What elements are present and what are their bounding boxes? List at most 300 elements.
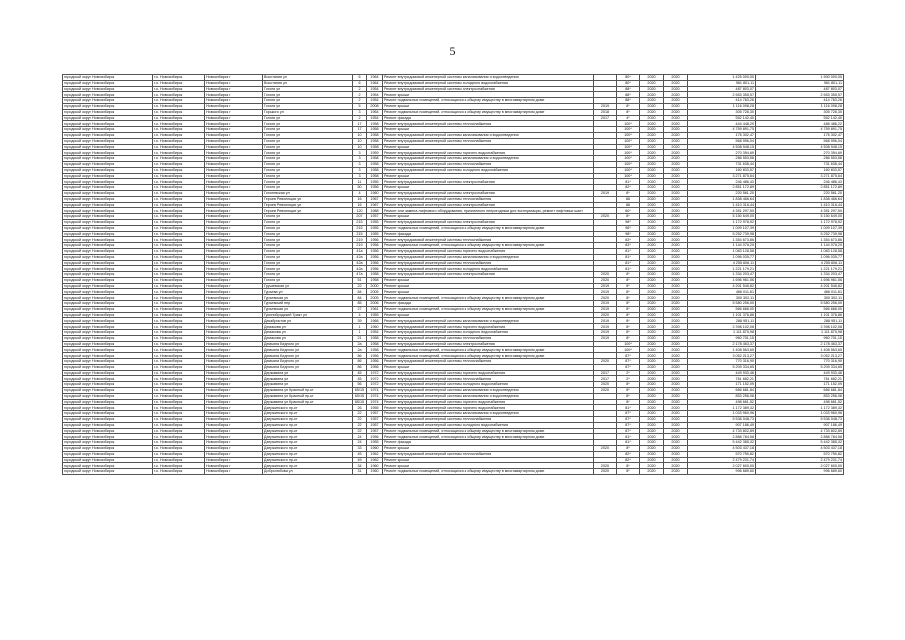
cell-work-type: Ремонт крыши (383, 312, 594, 318)
cell-house-number: 207 (353, 214, 367, 220)
cell-street: Гоголя ул (263, 138, 353, 144)
cell-cost-estimate: 666 681,84 (688, 388, 756, 394)
cell-street: Восстания ул (263, 80, 353, 86)
cell-district: г.о. Новосибирск (153, 208, 205, 214)
cell-plan-start-year: 2020 (640, 376, 664, 382)
cell-municipality: городской округ Новосибирск (63, 98, 153, 104)
cell-plan-start-year: 2020 (640, 399, 664, 405)
cell-plan-end-year: 2020 (664, 318, 688, 324)
cell-settlement: Новосибирск г (205, 428, 263, 434)
cell-wear-percent: 8* (617, 446, 640, 452)
cell-build-year: 2008 (367, 103, 383, 109)
cell-municipality: городской округ Новосибирск (63, 260, 153, 266)
cell-municipality: городской округ Новосибирск (63, 417, 153, 423)
cell-settlement: Новосибирск г (205, 289, 263, 295)
cell-plan-end-year: 2020 (664, 347, 688, 353)
cell-cost-estimate: 5 150 649,00 (688, 214, 756, 220)
cell-settlement: Новосибирск г (205, 422, 263, 428)
cell-plan-end-year: 2020 (664, 202, 688, 208)
cell-street: Демьяна Бедного ул (263, 341, 353, 347)
cell-municipality: городской округ Новосибирск (63, 347, 153, 353)
cell-work-type: Ремонт крыши (383, 364, 594, 370)
cell-district: г.о. Новосибирск (153, 335, 205, 341)
cell-house-number: 6 (353, 80, 367, 86)
cell-work-type: Ремонт крыши (383, 127, 594, 133)
cell-settlement: Новосибирск г (205, 231, 263, 237)
cell-wear-percent: 83* (617, 243, 640, 249)
cell-settlement: Новосибирск г (205, 254, 263, 260)
cell-build-year: 1956 (367, 248, 383, 254)
cell-plan-end-year: 2020 (664, 167, 688, 173)
cell-plan-end-year: 2020 (664, 103, 688, 109)
cell-municipality: городской округ Новосибирск (63, 312, 153, 318)
cell-work-type: Ремонт фасада (383, 115, 594, 121)
cell-house-number: 84 (353, 295, 367, 301)
cell-cost-total: 570 759,82 (756, 451, 844, 457)
cell-settlement: Новосибирск г (205, 434, 263, 440)
cell-cost-estimate: 907 186,49 (688, 422, 756, 428)
cell-wear-percent: 100* (617, 150, 640, 156)
cell-street: Гурьевская ул (263, 306, 353, 312)
cell-cost-estimate: 761 682,21 (688, 376, 756, 382)
cell-plan-start-year: 2020 (640, 115, 664, 121)
cell-cost-total: 770 316,90 (756, 359, 844, 365)
cell-plan-end-year: 2020 (664, 457, 688, 463)
cell-build-year: 1956 (367, 185, 383, 191)
cell-municipality: городской округ Новосибирск (63, 185, 153, 191)
cell-cost-estimate: 1 111 875,98 (688, 330, 756, 336)
cell-settlement: Новосибирск г (205, 417, 263, 423)
cell-work-type: Ремонт внутридомовой инженерной системы холодного водоснабжения (383, 266, 594, 272)
cell-municipality: городской округ Новосибирск (63, 359, 153, 365)
cell-work-type: Ремонт внутридомовой инженерной системы горячего водоснабжения (383, 370, 594, 376)
cell-district: г.о. Новосибирск (153, 214, 205, 220)
cell-district: г.о. Новосибирск (153, 434, 205, 440)
cell-cost-estimate: 3 052 213,27 (688, 353, 756, 359)
cell-cost-estimate: 220 561,20 (688, 190, 756, 196)
cell-wear-percent: 86 (617, 196, 640, 202)
cell-street: Дзержинского пр-кт (263, 463, 353, 469)
cell-municipality: городской округ Новосибирск (63, 231, 153, 237)
cell-wear-percent: 87* (617, 428, 640, 434)
cell-plan-start-year: 2020 (640, 98, 664, 104)
cell-work-type: Ремонт крыши (383, 457, 594, 463)
cell-house-number: 47a (353, 272, 367, 278)
cell-cost-estimate: 1 096 035,77 (688, 254, 756, 260)
cell-plan-end-year: 2020 (664, 463, 688, 469)
cell-wear-percent: 86 (617, 202, 640, 208)
cell-settlement: Новосибирск г (205, 214, 263, 220)
cell-district: г.о. Новосибирск (153, 393, 205, 399)
cell-cost-total: 5 209 334,65 (756, 364, 844, 370)
cell-district: г.о. Новосибирск (153, 382, 205, 388)
cell-municipality: городской округ Новосибирск (63, 330, 153, 336)
cell-build-year: 1957 (367, 411, 383, 417)
cell-work-type: Ремонт или замена лифтового оборудования, признанного непригодным для эксплуатации, ремонт лифтовых шахт (383, 208, 594, 214)
cell-settlement: Новосибирск г (205, 451, 263, 457)
cell-district: г.о. Новосибирск (153, 417, 205, 423)
cell-street: Дзержинского пр-кт (263, 440, 353, 446)
cell-cost-total: 2 479 231,74 (756, 457, 844, 463)
cell-plan-end-year: 2020 (664, 364, 688, 370)
cell-street: Дзержинского пр-кт (263, 434, 353, 440)
cell-plan-end-year: 2020 (664, 144, 688, 150)
cell-survey-year: 2020 (594, 388, 617, 394)
cell-house-number: 2а (353, 347, 367, 353)
cell-plan-start-year: 2020 (640, 161, 664, 167)
cell-street: Дзержинского пр-кт (263, 405, 353, 411)
cell-cost-estimate: 2 027 600,00 (688, 463, 756, 469)
cell-plan-end-year: 2020 (664, 150, 688, 156)
cell-cost-estimate: 1 221 179,21 (688, 266, 756, 272)
cell-district: г.о. Новосибирск (153, 451, 205, 457)
cell-plan-start-year: 2020 (640, 364, 664, 370)
cell-work-type: Ремонт внутридомовой инженерной системы теплоснабжения (383, 138, 594, 144)
cell-cost-estimate: 5 580 256,00 (688, 301, 756, 307)
cell-cost-total: 4 759 891,75 (756, 127, 844, 133)
cell-municipality: городской округ Новосибирск (63, 295, 153, 301)
cell-settlement: Новосибирск г (205, 272, 263, 278)
cell-street: Державина ул (263, 376, 353, 382)
cell-house-number: 84 (353, 289, 367, 295)
cell-district: г.о. Новосибирск (153, 330, 205, 336)
cell-house-number: 85 (353, 301, 367, 307)
cell-cost-total: 1 410 316,44 (756, 202, 844, 208)
cell-municipality: городской округ Новосибирск (63, 214, 153, 220)
cell-cost-estimate: 568 996,04 (688, 138, 756, 144)
cell-street: Дзержинского пр-кт (263, 422, 353, 428)
cell-cost-total: 4 503 437,18 (756, 446, 844, 452)
cell-cost-total: 300 302,11 (756, 295, 844, 301)
cell-district: г.о. Новосибирск (153, 295, 205, 301)
cell-plan-start-year: 2020 (640, 301, 664, 307)
cell-build-year: 1958 (367, 161, 383, 167)
cell-street: Гоголя ул (263, 86, 353, 92)
cell-house-number: 65/15 (353, 388, 367, 394)
cell-plan-start-year: 2020 (640, 214, 664, 220)
capital-repair-table-container (62, 74, 843, 475)
cell-build-year: 1954 (367, 92, 383, 98)
cell-work-type: Ремонт внутридомовой инженерной системы холодного водоснабжения (383, 382, 594, 388)
cell-plan-start-year: 2020 (640, 109, 664, 115)
cell-survey-year: 2019 (594, 283, 617, 289)
cell-build-year: 1974 (367, 399, 383, 405)
cell-cost-estimate: 305 728,30 (688, 109, 756, 115)
cell-plan-start-year: 2020 (640, 388, 664, 394)
cell-plan-end-year: 2020 (664, 98, 688, 104)
cell-work-type: Ремонт подвальных помещений, относящихся к общему имуществу в многоквартирном доме (383, 434, 594, 440)
cell-wear-percent: 82* (617, 457, 640, 463)
cell-house-number: 219 (353, 237, 367, 243)
cell-municipality: городской округ Новосибирск (63, 225, 153, 231)
cell-work-type: Ремонт крыши (383, 103, 594, 109)
cell-plan-start-year: 2020 (640, 272, 664, 278)
cell-plan-start-year: 2020 (640, 422, 664, 428)
cell-house-number: 65/15 (353, 399, 367, 405)
cell-cost-estimate: 2 851 172,89 (688, 185, 756, 191)
cell-cost-estimate: 4 255 606,11 (688, 260, 756, 266)
cell-settlement: Новосибирск г (205, 370, 263, 376)
cell-municipality: городской округ Новосибирск (63, 167, 153, 173)
cell-municipality: городской округ Новосибирск (63, 411, 153, 417)
page-number: 5 (449, 44, 456, 58)
cell-work-type: Ремонт внутридомовой инженерной системы горячего водоснабжения (383, 248, 594, 254)
cell-house-number: 5 (353, 103, 367, 109)
cell-settlement: Новосибирск г (205, 353, 263, 359)
cell-municipality: городской округ Новосибирск (63, 237, 153, 243)
cell-build-year: 1956 (367, 353, 383, 359)
cell-cost-total: 1 408 563,65 (756, 347, 844, 353)
cell-plan-start-year: 2020 (640, 173, 664, 179)
cell-wear-percent: 8* (617, 295, 640, 301)
cell-work-type: Ремонт внутридомовой инженерной системы теплоснабжения (383, 451, 594, 457)
cell-street: Гоголя ул (263, 98, 353, 104)
cell-cost-total: 498 661,52 (756, 399, 844, 405)
cell-work-type: Ремонт подвальных помещений, относящихся к общему имуществу в многоквартирном доме (383, 347, 594, 353)
cell-plan-end-year: 2020 (664, 132, 688, 138)
cell-house-number: 215 (353, 219, 367, 225)
cell-plan-end-year: 2020 (664, 359, 688, 365)
cell-district: г.о. Новосибирск (153, 440, 205, 446)
cell-settlement: Новосибирск г (205, 179, 263, 185)
cell-district: г.о. Новосибирск (153, 405, 205, 411)
cell-plan-start-year: 2020 (640, 359, 664, 365)
cell-municipality: городской округ Новосибирск (63, 335, 153, 341)
cell-district: г.о. Новосибирск (153, 411, 205, 417)
cell-municipality: городской округ Новосибирск (63, 208, 153, 214)
cell-settlement: Новосибирск г (205, 440, 263, 446)
cell-house-number: 22 (353, 422, 367, 428)
cell-build-year: 1960 (367, 463, 383, 469)
cell-build-year: 1957 (367, 428, 383, 434)
cell-build-year: 1968 (367, 318, 383, 324)
cell-plan-end-year: 2020 (664, 254, 688, 260)
cell-cost-total: 5 150 649,00 (756, 214, 844, 220)
cell-cost-estimate: 449 933,46 (688, 370, 756, 376)
cell-district: г.о. Новосибирск (153, 469, 205, 475)
cell-build-year: 1958 (367, 144, 383, 150)
cell-cost-estimate: 498 661,52 (688, 399, 756, 405)
cell-wear-percent: 8* (617, 330, 640, 336)
cell-plan-start-year: 2020 (640, 202, 664, 208)
cell-settlement: Новосибирск г (205, 446, 263, 452)
cell-street: Гоголя ул (263, 132, 353, 138)
cell-street: Гоголя ул (263, 277, 353, 283)
cell-street: Гоголя ул (263, 103, 353, 109)
cell-wear-percent: 8* (617, 318, 640, 324)
cell-settlement: Новосибирск г (205, 312, 263, 318)
cell-cost-total: 176 302,47 (756, 132, 844, 138)
cell-house-number: 2а (353, 341, 367, 347)
cell-cost-total: 488 486,22 (756, 121, 844, 127)
cell-district: г.о. Новосибирск (153, 312, 205, 318)
cell-cost-total: 1 838 466,64 (756, 196, 844, 202)
cell-street: Гурьева ул (263, 289, 353, 295)
cell-district: г.о. Новосибирск (153, 248, 205, 254)
cell-build-year: 1957 (367, 417, 383, 423)
cell-cost-estimate: 4 759 891,75 (688, 127, 756, 133)
cell-plan-end-year: 2020 (664, 451, 688, 457)
cell-wear-percent: 8* (617, 324, 640, 330)
cell-street: Гоголя ул (263, 173, 353, 179)
cell-municipality: городской округ Новосибирск (63, 283, 153, 289)
cell-municipality: городской округ Новосибирск (63, 80, 153, 86)
cell-plan-end-year: 2020 (664, 405, 688, 411)
cell-work-type: Ремонт подвальных помещений, относящихся к общему имуществу в многоквартирном доме (383, 225, 594, 231)
cell-survey-year: 2020 (594, 272, 617, 278)
cell-house-number: 16 (353, 196, 367, 202)
cell-build-year: 1956 (367, 243, 383, 249)
cell-settlement: Новосибирск г (205, 324, 263, 330)
cell-work-type: Ремонт крыши (383, 289, 594, 295)
cell-cost-estimate: 996 689,60 (688, 469, 756, 475)
cell-plan-end-year: 2020 (664, 266, 688, 272)
cell-municipality: городской округ Новосибирск (63, 388, 153, 394)
cell-municipality: городской округ Новосибирск (63, 324, 153, 330)
cell-plan-start-year: 2020 (640, 463, 664, 469)
cell-build-year: 1957 (367, 422, 383, 428)
cell-wear-percent: 100* (617, 167, 640, 173)
cell-cost-estimate: 4 351 297,50 (688, 208, 756, 214)
cell-cost-estimate: 552 142,40 (688, 115, 756, 121)
cell-plan-end-year: 2020 (664, 231, 688, 237)
cell-plan-end-year: 2020 (664, 127, 688, 133)
cell-municipality: городской округ Новосибирск (63, 440, 153, 446)
cell-plan-start-year: 2020 (640, 318, 664, 324)
cell-street: Гоголя ул (263, 260, 353, 266)
cell-build-year: 1967 (367, 202, 383, 208)
cell-build-year: 1974 (367, 388, 383, 394)
cell-build-year: 1958 (367, 335, 383, 341)
cell-work-type: Ремонт внутридомовой инженерной системы канализования и водоотведения (383, 388, 594, 394)
cell-work-type: Ремонт крыши (383, 92, 594, 98)
cell-cost-total: 414 763,26 (756, 98, 844, 104)
cell-cost-total: 3 052 213,27 (756, 353, 844, 359)
cell-district: г.о. Новосибирск (153, 190, 205, 196)
cell-survey-year: 2020 (594, 463, 617, 469)
cell-cost-total: 288 951,11 (756, 318, 844, 324)
cell-cost-estimate: 566 668,00 (688, 306, 756, 312)
cell-settlement: Новосибирск г (205, 295, 263, 301)
cell-build-year: 1956 (367, 237, 383, 243)
cell-build-year: 1954 (367, 115, 383, 121)
cell-cost-estimate: 1 172 978,92 (688, 219, 756, 225)
cell-build-year: 1955 (367, 231, 383, 237)
cell-plan-end-year: 2020 (664, 417, 688, 423)
cell-district: г.о. Новосибирск (153, 341, 205, 347)
cell-house-number: 215 (353, 231, 367, 237)
cell-wear-percent: 87* (617, 417, 640, 423)
cell-build-year: 1964 (367, 80, 383, 86)
cell-district: г.о. Новосибирск (153, 202, 205, 208)
cell-cost-estimate: 960 701,15 (688, 335, 756, 341)
cell-wear-percent: 81* (617, 254, 640, 260)
cell-plan-start-year: 2020 (640, 243, 664, 249)
cell-wear-percent: 8* (617, 109, 640, 115)
cell-district: г.о. Новосибирск (153, 347, 205, 353)
cell-street: Гоголя ул (263, 167, 353, 173)
cell-district: г.о. Новосибирск (153, 399, 205, 405)
table-body (63, 75, 844, 475)
cell-wear-percent: 83* (617, 237, 640, 243)
cell-settlement: Новосибирск г (205, 463, 263, 469)
cell-municipality: городской округ Новосибирск (63, 469, 153, 475)
cell-municipality: городской округ Новосибирск (63, 463, 153, 469)
cell-work-type: Ремонт внутридомовой инженерной системы горячего водоснабжения (383, 399, 594, 405)
cell-plan-start-year: 2020 (640, 190, 664, 196)
cell-district: г.о. Новосибирск (153, 144, 205, 150)
cell-plan-start-year: 2020 (640, 451, 664, 457)
cell-street: Добролюбова ул (263, 469, 353, 475)
cell-build-year: 1956 (367, 266, 383, 272)
cell-cost-estimate: 1 009 107,39 (688, 225, 756, 231)
cell-district: г.о. Новосибирск (153, 185, 205, 191)
cell-wear-percent: 60* (617, 208, 640, 214)
cell-house-number: 50 (353, 185, 367, 191)
cell-build-year: 1956 (367, 254, 383, 260)
cell-build-year: 1958 (367, 173, 383, 179)
cell-plan-end-year: 2020 (664, 156, 688, 162)
cell-work-type: Ремонт внутридомовой инженерной системы холодного водоснабжения (383, 167, 594, 173)
cell-cost-total: 1 009 107,39 (756, 225, 844, 231)
cell-cost-estimate: 1 144 078,20 (688, 243, 756, 249)
cell-settlement: Новосибирск г (205, 121, 263, 127)
cell-cost-total: 305 728,30 (756, 109, 844, 115)
cell-street: Гурьевский пер (263, 301, 353, 307)
cell-settlement: Новосибирск г (205, 132, 263, 138)
cell-build-year: 1960 (367, 324, 383, 330)
cell-plan-start-year: 2020 (640, 324, 664, 330)
cell-wear-percent: 87* (617, 353, 640, 359)
cell-cost-estimate: 2 553 355,57 (688, 92, 756, 98)
cell-house-number: 3 (353, 150, 367, 156)
cell-wear-percent: 8* (617, 382, 640, 388)
cell-cost-estimate: 5 536 048,73 (688, 417, 756, 423)
cell-street: Гоголя ул (263, 225, 353, 231)
cell-build-year: 2006 (367, 301, 383, 307)
cell-house-number: 86 (353, 364, 367, 370)
cell-wear-percent: 100* (617, 161, 640, 167)
cell-work-type: Ремонт внутридомовой инженерной системы канализования и водоотведения (383, 75, 594, 81)
cell-plan-start-year: 2020 (640, 80, 664, 86)
cell-plan-end-year: 2020 (664, 335, 688, 341)
cell-wear-percent: 80* (617, 80, 640, 86)
cell-street: Гоголя ул (263, 266, 353, 272)
cell-municipality: городской округ Новосибирск (63, 382, 153, 388)
cell-street: Грушевская ул (263, 283, 353, 289)
cell-plan-start-year: 2020 (640, 260, 664, 266)
cell-municipality: городской округ Новосибирск (63, 156, 153, 162)
cell-plan-end-year: 2020 (664, 295, 688, 301)
cell-settlement: Новосибирск г (205, 115, 263, 121)
cell-cost-total: 1 033 960,96 (756, 411, 844, 417)
cell-house-number: 65/15 (353, 393, 367, 399)
cell-house-number: 10 (353, 144, 367, 150)
cell-wear-percent: 8* (617, 388, 640, 394)
cell-wear-percent: 4* (617, 115, 640, 121)
cell-cost-total: 566 668,00 (756, 306, 844, 312)
cell-plan-end-year: 2020 (664, 283, 688, 289)
cell-municipality: городской округ Новосибирск (63, 451, 153, 457)
cell-build-year: 2000 (367, 283, 383, 289)
cell-plan-start-year: 2020 (640, 469, 664, 475)
cell-cost-total: 160 833,57 (756, 167, 844, 173)
cell-cost-total: 286 553,58 (756, 156, 844, 162)
cell-district: г.о. Новосибирск (153, 179, 205, 185)
cell-cost-total: 171 152,09 (756, 382, 844, 388)
cell-house-number: 21 (353, 335, 367, 341)
cell-plan-start-year: 2020 (640, 219, 664, 225)
